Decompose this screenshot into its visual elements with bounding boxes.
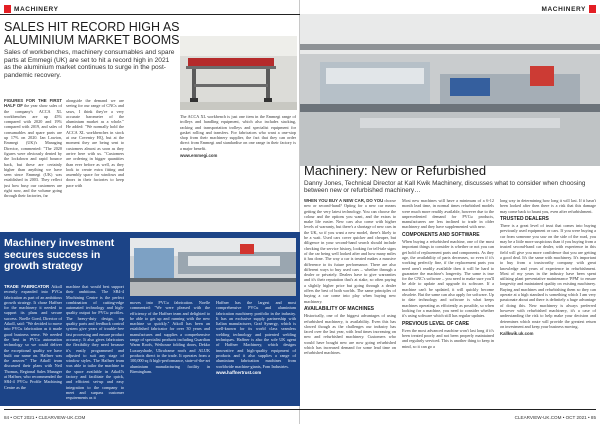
subheading-components: COMPONENTS AND SOFTWARE	[402, 231, 480, 238]
article2-col3-text: moves into PVCu fabrication. Noelle commented: "We were pleased with the efficiency of the Haffner team and delighted to be able to get up and running with the new machine so quickly." Atkoll has been an established fabricator for over 30 years and manufactures and supplies a comprehensive range of specialist products including Guardian Warm Roofs, Wethouse folding doors, Dekko Luxuryshade, Ultraframe roofs and ALUK products direct to the trade. It operates from a 100,000 sq ft high-performance, state-of-the-art aluminium manufacturing facility in Birmingham.	[130, 300, 210, 374]
workshop-photo	[300, 14, 600, 166]
article2-column-2	[66, 284, 124, 402]
article-lead: WHEN YOU BUY A NEW CAR, DO YOU	[304, 198, 384, 203]
left-footer: 84 • OCT 2021 • CLEARVIEW-UK.COM	[4, 415, 86, 420]
article1-col2-text: alongside the demand we are seeing for our range of CNCs and saws, I think they're a very accurate barometer of the aluminium market as a whole." He added: "We normally hold the ACCA XL workbenches in stock at our Coventry HQ, but at the moment they are being sent to customers almost as soon as they arrive here with us. "Customers are ordering in bigger quantities than ever before as well, as they look to create extra fitting and assembly space for windows and doors in their factories to keep pace with	[66, 98, 124, 188]
article1-col3-text: The ACCA XL workbench is just one item in the Emmegi range of trolleys and handling equipment, which also includes stacking, racking and transportation trolleys and specialist equipment for gasket rolling and transfers. For fabricators who want a one-stop shop from their machinery supplier, the fact that they can order direct from Emmegi and standardise on one range in their factory is a major benefit.	[180, 114, 296, 151]
article2-column-4	[216, 300, 296, 402]
article-col1-text: choose new or second-hand? Opting for a new car means getting the very latest technology. You can choose the colour and the options you want, and the extras to make life easier. New cars also come with higher levels of warranty, but there's a shortage of new cars in the UK, so if you want a new model, there's likely to be a wait. Used cars cover quicker and cheaper, but diligence in your second-hand search should include checking the service history, looking for tell-tale signs of the car being well looked after and how many miles it has done. The way a car is treated makes a massive difference to its future performance. There are also different ways to buy used cars – whether through a dealer or privately. Dealers have to give warranties and it's their reputation that's at stake, so often paying a slightly higher price but going through a dealer offers the best of both worlds. The same principles of buying a car come into play when buying new machinery.	[304, 198, 396, 304]
article-column-1	[304, 198, 396, 406]
article2-col1-text: Atkoll recently expanded into PVCu fabrication as part of an ambitious growth strategy. It chose Haffner for the machinery it needed to support its plans and secure success. Noelle Goed, Director of Atkoll, said: "We decided to move into PVCu fabrication as it made good business sense. We needed the best in PVCu automation technology so we could deliver the exceptional quality we have built our name on. Haffner was the answer." The Atkoll team discussed their plans with Neil Thomas, Regional Sales Manager at Haffner, who recommended the SB4-4 PVCu Profile Machining Centre as the	[4, 284, 62, 390]
article-column-2	[402, 198, 494, 406]
subheading-previous-care: PREVIOUS LEVEL OF CARE	[402, 320, 470, 327]
section-marker-icon	[4, 5, 11, 13]
article-col2c-text: Even the most advanced machine won't last long if it's been treated poorly and not been properly maintained and regularly serviced. This is another thing to keep in mind, so it can go a	[402, 327, 494, 349]
article1-standfirst: Sales of workbenches, machinery consumables and spare parts at Emmegi (UK) are set to hit a record high in 2021 as the aluminium market continues to surge in the post-pandemic recovery.	[4, 49, 175, 79]
left-running-header	[0, 2, 300, 15]
article1-column-1	[4, 98, 62, 228]
right-footer-rule	[300, 409, 596, 410]
article2-column-1	[4, 284, 62, 402]
article1-headline: SALES HIT RECORD HIGH AS ALUMINIUM MARKET BOOMS	[4, 20, 180, 47]
section-marker-icon	[589, 5, 596, 13]
article1-lead: FIGURES FOR THE FIRST HALF OF	[4, 98, 62, 109]
subheading-trusted-dealers: TRUSTED DEALERS	[500, 215, 549, 222]
section-label: MACHINERY	[541, 6, 586, 13]
article2-lead: TRADE FABRICATOR	[4, 284, 50, 289]
article2-headline: Machinery investment secures success in growth strategy	[4, 237, 115, 272]
article-col2b-text: When buying a refurbished machine, one of the most important things to consider is whether or not you can get hold of replacement parts and components. As they age, the availability of parts decreases, so even if it's working perfectly fine, if the replacement parts you need aren't readily available then it will be hard to guarantee the machine's longevity. The same is true for the CNC's software – you need to make sure you'll be able to update and upgrade its software. If a machine can't be updated, it will quickly become obsolete. But the same can also apply for software. Up to date technology and software is what keeps machines operating as efficiently as possible, so when looking for a machine, you need to consider whether it's using software which still has regular updates.	[402, 239, 494, 319]
article-column-3	[500, 198, 596, 406]
article2-panel	[0, 232, 300, 406]
workbench-photo	[180, 36, 297, 110]
left-footer-rule	[4, 409, 300, 410]
article2-col2-text: machine that would best support their ambitions. The SB4-4 Machining Centre is the perfect combination of cutting-edge automated technology and high-quality output for PVCu profiles. The heavy-duty design, top quality parts and feedback control system give years of trouble-free fast processing and ensure product accuracy. It also gives fabricators the flexibility they need because it's easily programmed and adjusted to suit any stage of window styles. The Haffner team was able to tailor the machine to the space available in Atkoll's factory and facilitate the quick, and efficient set-up and easy integration to the company to meet and surpass customer requirements as it	[66, 284, 124, 401]
article-col3-text: long way in determining how long it will last. If it hasn't been looked after then there is a risk that this damage may come back to haunt you, even after refurbishment.	[500, 198, 596, 214]
article-col3b-text: There is a great level of trust that comes into buying previously used equipment or cars. If you were buying a car from someone you saw on the side of the road, you may be a little more suspicious than if you buying from a trusted second-hand car dealer, with experience in this field will give you more confidence that you are getting a good deal. It's the same with machinery. It's important to buy from a trustworthy company with great knowledge and years of experience in refurbishment. Most of my years in the industry have been spent utilising plant preventative maintenance 'PPM' to ensure longevity and maintained quality on existing machinery. Buying and machines and refurbishing them so they can operate at a high standard is something which I am very passionate about and there is definitely a huge advantage of doing this. New machinery is always preferred however with refurbished machinery, it's a case of understanding the risk to help make your decision and determines which route will provide the greatest return on investment and keep your business moving.	[500, 223, 596, 329]
article1-col1-text: the year show sales of the company's ACCA XL workbenches are up 45% compared with 2020 and 19% compared with 2019, and sales of consumables and spare parts are up 17% on 2020. Ian Lawton, Emmegi (UK)'s Managing Director, commented: "The 2020 figures were obviously dented by the lockdown and rapid bounce back, but these are certainly higher than anything we have seen since Emmegi (UK) was established in 2003. They reflect just how busy our customers are right now, and the volume going through their factories, far	[4, 103, 62, 199]
article2-url[interactable]: www.haffnertrust.com	[216, 370, 262, 376]
article-col1b-text: Historically, one of the biggest advantages of using refurbished machinery, is availability. Even this has slowed though as the challenges our industry has faced over the last year, with lead times increasing on new and refurbished machinery. Customers who would have bought new are now going refurbished which has increased demand for some lead time on refurbished machines.	[304, 313, 396, 356]
article-headline: Machinery: New or Refurbished	[304, 163, 487, 178]
article2-column-3	[130, 300, 210, 402]
article2-col4-text: Haffner has the largest and most comprehensive PVCu and aluminium fabrication machinery portfolio in the industry. It has an exclusive supply partnership with Italian manufacturer, Graf Synergy, which is well-known for its world class seamless welding technology and patented welding techniques. Haffner is also the sole UK agent of Haffner Machinery, which designs innovative and high-quality equipment of products and it also supplies a range of aluminium fabrication machines from worldwide machine-giants, Fom Industries.	[216, 300, 296, 369]
article1-column-3	[180, 114, 296, 230]
article-col2-text: Most new machines will have a minimum of a 6-12 month lead time, in normal times refurbished models were much more readily available, however due to the unprecedented demand for PVCu products, manufacturers are less inclined to trade in older machinery and they have supplemented with new.	[402, 198, 494, 230]
factory-machine-photo	[130, 238, 296, 296]
article-url[interactable]: Kallkwik.uk.com	[500, 330, 534, 336]
subheading-availability: AVAILABILITY OF MACHINES	[304, 305, 374, 312]
right-footer: CLEARVIEW-UK.COM • OCT 2021 • 85	[514, 415, 596, 420]
article-standfirst: Danny Jones, Technical Director at Kall Kwik Machinery, discusses what to consider when choosing between new or refurbished machinery…	[304, 180, 586, 195]
article1-url[interactable]: www.emmegi.com	[180, 152, 218, 158]
right-page	[300, 0, 600, 424]
article1-column-2	[66, 98, 124, 228]
section-label: MACHINERY	[14, 6, 59, 13]
